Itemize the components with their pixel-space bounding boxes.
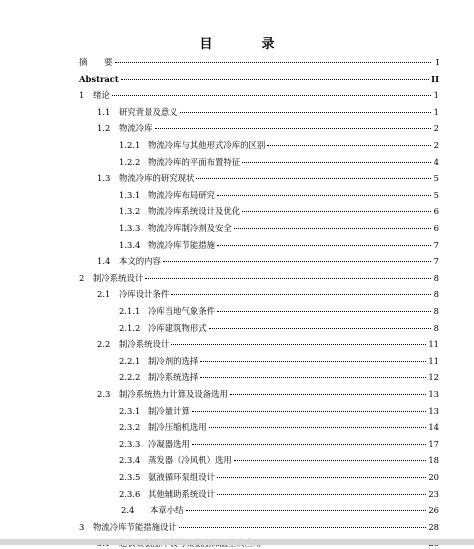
toc-entry-page: 23 xyxy=(428,488,439,499)
toc-entry[interactable] xyxy=(79,522,439,533)
toc-leader-dots xyxy=(171,344,426,345)
toc-entry-title: 制冷系统设计 xyxy=(119,339,170,350)
toc-entry-page: 6 xyxy=(433,206,439,217)
toc-entry-title: 制冷剂的选择 xyxy=(148,355,199,366)
toc-leader-dots xyxy=(242,162,431,163)
toc-leader-dots xyxy=(234,460,427,461)
toc-entry-page: 4 xyxy=(433,156,439,167)
toc-leader-dots xyxy=(121,79,429,80)
toc-entry-number: 2.3 xyxy=(97,389,111,399)
toc-entry-number: 2.1.1 xyxy=(119,306,141,316)
toc-entry[interactable] xyxy=(119,455,439,466)
toc-entry-number: Abstract xyxy=(79,73,119,84)
toc-entry[interactable] xyxy=(119,206,439,217)
toc-entry[interactable] xyxy=(119,306,439,317)
toc-entry-page: 1 xyxy=(433,106,439,117)
toc-entry-title: 冷库当地气象条件 xyxy=(148,306,215,316)
toc-leader-dots xyxy=(179,527,427,528)
toc-leader-dots xyxy=(267,145,431,146)
toc-entry-title: 物流冷库的研究现状 xyxy=(119,173,195,184)
toc-entry-title: 其他辅助系统设计 xyxy=(148,488,215,499)
toc-leader-dots xyxy=(112,95,431,96)
toc-entry-number: 2.2.2 xyxy=(119,372,141,383)
toc-entry[interactable] xyxy=(119,223,439,234)
toc-entry-title: 冷库设计条件 xyxy=(119,289,170,300)
toc-entry-title: 本章小结 xyxy=(150,505,184,516)
toc-entry-page: 11 xyxy=(428,355,439,366)
toc-entry-page: 7 xyxy=(433,239,439,250)
toc-leader-dots xyxy=(200,377,426,378)
toc-leader-dots xyxy=(115,62,432,63)
toc-entry-page: 12 xyxy=(428,372,439,383)
toc-entry-page: I xyxy=(435,57,439,67)
toc-entry[interactable] xyxy=(119,439,439,450)
toc-leader-dots xyxy=(186,510,427,511)
toc-leader-dots xyxy=(217,245,431,246)
toc-entry-page: 18 xyxy=(428,455,439,466)
toc-entry-page: 14 xyxy=(428,422,439,433)
toc-leader-dots xyxy=(196,178,431,179)
toc-entry-title: 制冷系统热力计算及设备选用 xyxy=(119,389,228,399)
toc-entry-title: 物流冷库系统设计及优化 xyxy=(148,206,241,217)
toc-entry-number: 1.2 xyxy=(97,123,111,134)
toc-entry-title: 物流冷库布局研究 xyxy=(148,189,215,200)
toc-entry-title: 物流冷库节能措施设计 xyxy=(93,521,177,532)
toc-leader-dots xyxy=(200,361,426,362)
toc-entry-number: 1.3.3 xyxy=(119,223,141,233)
toc-entry[interactable] xyxy=(79,74,439,85)
toc-entry-page: 5 xyxy=(433,189,439,200)
toc-leader-dots xyxy=(209,328,431,329)
toc-entry[interactable] xyxy=(79,90,439,101)
toc-entry[interactable] xyxy=(119,190,439,201)
toc-leader-dots xyxy=(192,444,426,445)
toc-entry-number: 2.2 xyxy=(97,339,111,350)
toc-entry-number: 2.2.1 xyxy=(119,355,141,366)
toc-entry-page: 2 xyxy=(433,123,439,134)
toc-entry-number: 2.3.6 xyxy=(119,488,141,499)
toc-entry-number: 2.3.5 xyxy=(119,472,141,482)
toc-entry-title: 氨液循环泵组设计 xyxy=(148,472,215,482)
toc-leader-dots xyxy=(163,261,431,262)
toc-entry-number: 2.1.2 xyxy=(119,322,141,333)
toc-entry-page: 8 xyxy=(433,289,439,300)
toc-leader-dots xyxy=(155,128,432,129)
toc-entry-title: 制冷压缩机选用 xyxy=(148,422,207,433)
toc-entry-page: 5 xyxy=(433,173,439,184)
toc-entry-number: 1.2.1 xyxy=(119,140,141,150)
toc-entry[interactable] xyxy=(97,256,439,267)
toc-entry-number: 2.1 xyxy=(97,289,111,300)
toc-entry-page: 20 xyxy=(428,472,439,482)
toc-entry[interactable] xyxy=(79,57,439,68)
toc-leader-dots xyxy=(230,394,426,395)
toc-leader-dots xyxy=(234,228,431,229)
toc-entry[interactable] xyxy=(119,489,439,500)
toc-entry[interactable] xyxy=(97,289,439,300)
toc-entry-page: 1 xyxy=(433,90,439,101)
toc-entry[interactable] xyxy=(119,240,439,251)
toc-entry-number: 1 xyxy=(79,90,85,101)
toc-entry-title: 绪论 xyxy=(93,90,110,101)
toc-leader-dots xyxy=(217,195,431,196)
toc-entry-title: 蒸发器（冷风机）选用 xyxy=(148,455,232,466)
toc-leader-dots xyxy=(242,211,431,212)
toc-entry-title: 物流冷库的平面布置特征 xyxy=(148,156,241,167)
toc-entry-number: 3 xyxy=(79,521,85,532)
toc-entry-title: 研究背景及意义 xyxy=(119,106,178,117)
toc-entry[interactable] xyxy=(97,339,439,350)
toc-entry-number: 1.4 xyxy=(97,256,111,267)
toc-entry[interactable] xyxy=(119,422,439,433)
toc-leader-dots xyxy=(180,112,431,113)
toc-entry-number: 1.3.1 xyxy=(119,189,141,200)
toc-entry-page: 13 xyxy=(428,405,439,416)
toc-entry[interactable] xyxy=(121,505,439,516)
toc-entry[interactable] xyxy=(119,356,439,367)
toc-entry-number: 2.3.1 xyxy=(119,405,141,416)
toc-entry-title: 物流冷库节能措施 xyxy=(148,239,215,250)
toc-entry[interactable] xyxy=(97,173,439,184)
toc-entry-number: 1.3.2 xyxy=(119,206,141,217)
toc-leader-dots xyxy=(192,411,426,412)
toc-entry-number: 1.2.2 xyxy=(119,156,141,167)
toc-entry-title: 物流冷库 xyxy=(119,123,153,134)
toc-entry-page: 11 xyxy=(428,339,439,350)
toc-entry[interactable] xyxy=(79,273,439,284)
toc-entry-number: 1.3 xyxy=(97,173,111,184)
toc-entry-title: 物流冷库制冷剂及安全 xyxy=(148,223,232,233)
toc-leader-dots xyxy=(209,427,427,428)
toc-entry-page: 6 xyxy=(433,223,439,233)
toc-entry[interactable] xyxy=(97,123,439,134)
toc-entry[interactable] xyxy=(119,157,439,168)
toc-entry-page: 17 xyxy=(428,438,439,449)
toc-entry-number: 1.3.4 xyxy=(119,239,141,250)
page-title: 目 录 xyxy=(199,37,293,52)
toc-entry-page: 8 xyxy=(433,272,439,283)
toc-entry[interactable] xyxy=(97,389,439,400)
toc-entry-page: 7 xyxy=(433,256,439,267)
toc-entry-page: 2 xyxy=(433,140,439,150)
toc-entry-title: 制冷系统选择 xyxy=(148,372,199,383)
toc-leader-dots xyxy=(217,311,431,312)
toc-leader-dots xyxy=(217,494,426,495)
toc-entry-page: II xyxy=(431,73,439,84)
toc-entry-number: 2 xyxy=(79,272,85,283)
toc-entry-number: 1.1 xyxy=(97,106,111,117)
toc-entry-number: 2.3.3 xyxy=(119,438,141,449)
toc-entry-page: 13 xyxy=(428,389,439,399)
toc-entry-title: 制冷系统设计 xyxy=(93,272,144,283)
toc-leader-dots xyxy=(171,294,431,295)
toc-entry-number: 2.3.4 xyxy=(119,455,141,466)
toc-entry[interactable] xyxy=(119,140,439,151)
toc-entry[interactable] xyxy=(119,472,439,483)
toc-entry-page: 8 xyxy=(433,322,439,333)
toc-entry[interactable] xyxy=(119,372,439,383)
scroll-edge xyxy=(0,539,474,545)
toc-entry-title: 冷库建筑物形式 xyxy=(148,322,207,333)
toc-entry-number: 2.4 xyxy=(121,505,135,516)
toc-entry-number: 2.3.2 xyxy=(119,422,141,433)
toc-entry[interactable] xyxy=(119,406,439,417)
toc-entry-number: 摘 要 xyxy=(79,57,113,67)
toc-entry-title: 制冷量计算 xyxy=(148,405,190,416)
toc-entry-title: 物流冷库与其他形式冷库的区别 xyxy=(148,140,266,150)
toc-leader-dots xyxy=(217,477,426,478)
toc-entry-page: 28 xyxy=(428,521,439,532)
toc-entry-title: 本文的内容 xyxy=(119,256,161,267)
toc-entry-title: 冷凝器选用 xyxy=(148,438,190,449)
toc-entry[interactable] xyxy=(119,323,439,334)
toc-leader-dots xyxy=(145,278,431,279)
toc-entry-page: 26 xyxy=(428,505,439,516)
toc-entry[interactable] xyxy=(97,107,439,118)
toc-entry-page: 8 xyxy=(433,306,439,316)
